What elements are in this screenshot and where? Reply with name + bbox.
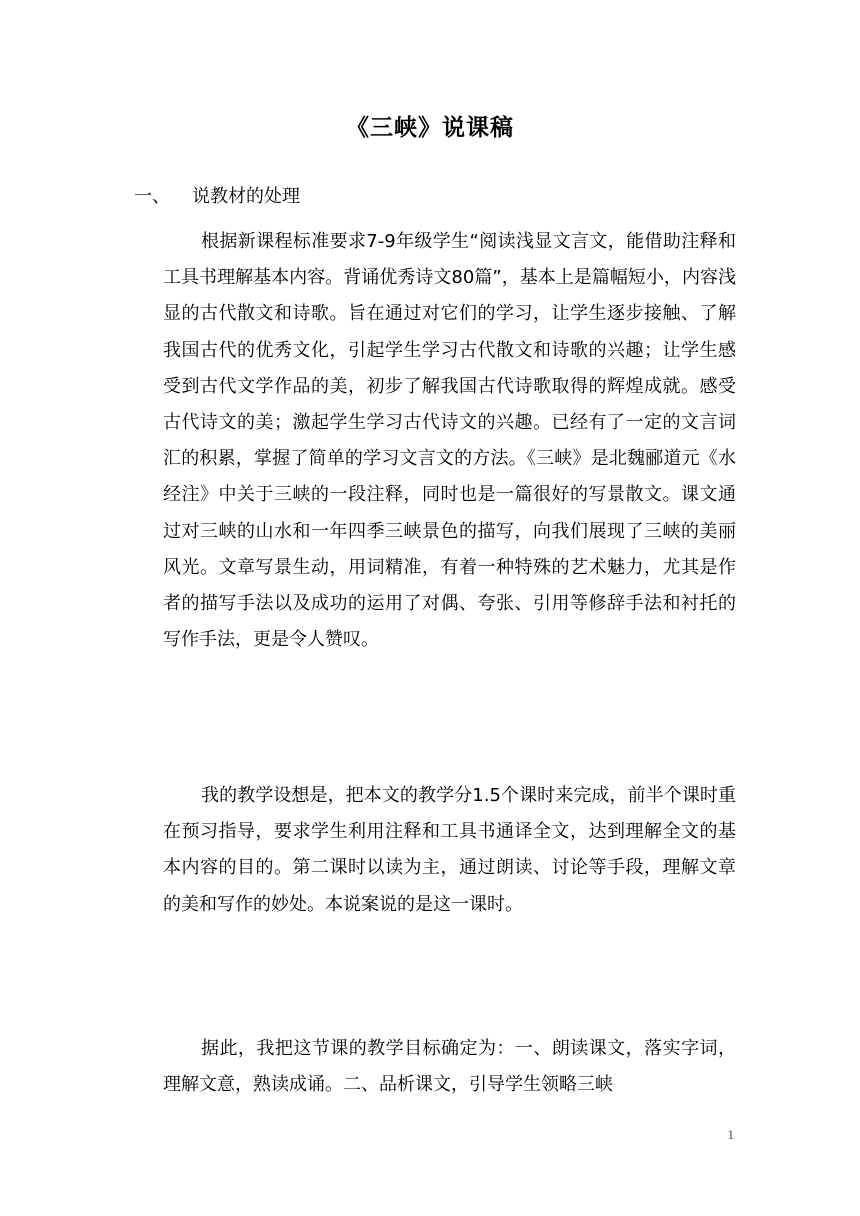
section-number: 一、 <box>134 186 170 207</box>
paragraph-teaching-goals: 据此，我把这节课的教学目标确定为：一、朗读课文，落实字词，理解文意，熟读成诵。二、品析课文，引导学生领略三峡 <box>163 1038 736 1096</box>
section-heading <box>134 180 300 214</box>
paragraph-textbook-analysis: 根据新课程标准要求7-9年级学生“阅读浅显文言文，能借助注释和工具书理解基本内容。背诵优秀诗文80篇”，基本上是篇幅短小，内容浅显的古代散文和诗歌。旨在通过对它们的学习，让学生逐步接触、了解我国古代的优秀文化，引起学生学习古代散文和诗歌的兴趣；让学生感受到古代文学作品的美，初步了解我国古代诗歌取得的辉煌成就。感受古代诗文的美；激起学生学习古代诗文的兴趣。已经有了一定的文言词汇的积累，掌握了简单的学习文言文的方法。《三峡》是北魏郦道元《水经注》中关于三峡的一段注释，同时也是一篇很好的写景散文。课文通过对三峡的山水和一年四季三峡景色的描写，向我们展现了三峡的美丽风光。文章写景生动，用词精准，有着一种特殊的艺术魅力，尤其是作者的描写手法以及成功的运用了对偶、夸张、引用等修辞手法和衬托的写作手法，更是令人赞叹。 <box>163 231 736 651</box>
page-number: 1 <box>727 1127 734 1142</box>
document-title: 《三峡》说课稿 <box>346 115 514 141</box>
paragraph-teaching-plan: 我的教学设想是，把本文的教学分1.5个课时来完成，前半个课时重在预习指导，要求学生利用注释和工具书通译全文，达到理解全文的基本内容的目的。第二课时以读为主，通过朗读、讨论等手段，理解文章的美和写作的妙处。本说案说的是这一课时。 <box>163 785 736 915</box>
section-heading-text: 说教材的处理 <box>192 186 300 207</box>
